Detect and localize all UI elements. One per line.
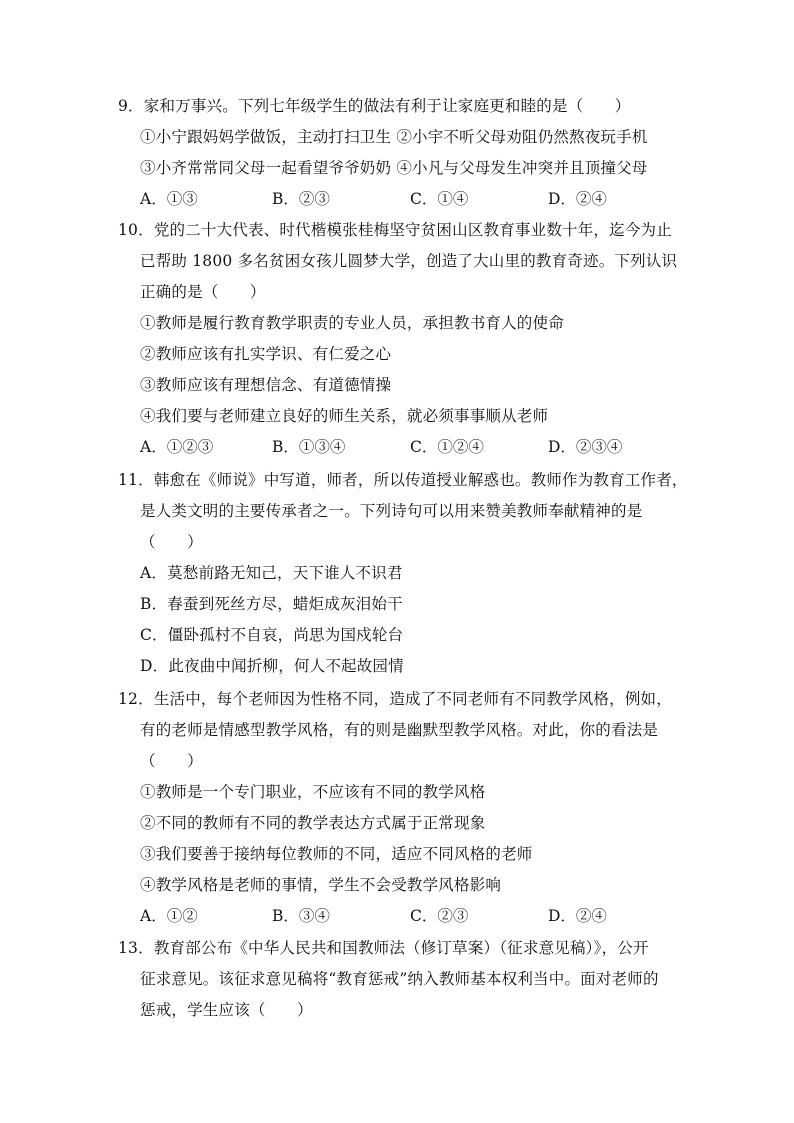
option-c[interactable]: C．②③ [410,907,469,925]
question-11-option-d[interactable]: D．此夜曲中闻折柳，何人不起故园情 [140,657,404,675]
question-12-stem-line-2: 有的老师是情感型教学风格，有的则是幽默型教学风格。对此，你的看法是 [140,721,659,739]
option-d[interactable]: D．②③④ [548,438,623,456]
option-b[interactable]: B．①③④ [272,438,346,456]
question-10-stem-line-3: 正确的是（ ） [140,283,266,301]
question-11-stem-line-1: 11．韩愈在《师说》中写道，师者，所以传道授业解惑也。教师作为教育工作者， [118,471,688,489]
question-10-statement-2: ②教师应该有扎实学识、有仁爱之心 [140,345,392,363]
question-12-statement-1: ①教师是一个专门职业，不应该有不同的教学风格 [140,783,486,801]
question-9-statement-1: ①小宁跟妈妈学做饭，主动打扫卫生 ②小宇不听父母劝阻仍然熬夜玩手机 [140,128,648,146]
question-12-statement-2: ②不同的教师有不同的教学表达方式属于正常现象 [140,814,486,832]
question-11-stem-line-2: 是人类文明的主要传承者之一。下列诗句可以用来赞美教师奉献精神的是 [140,502,643,520]
question-9-stem: 9．家和万事兴。下列七年级学生的做法有利于让家庭更和睦的是（ ） [118,97,631,115]
question-10-stem-line-2: 已帮助 1800 多名贫困女孩儿圆梦大学，创造了大山里的教育奇迹。下列认识 [140,252,678,270]
question-12-stem-line-3: （ ） [140,752,203,770]
question-11-option-a[interactable]: A．莫愁前路无知己，天下谁人不识君 [140,564,403,582]
question-11-stem-line-3: （ ） [140,533,203,551]
option-b[interactable]: B．③④ [272,907,330,925]
option-c[interactable]: C．①②④ [410,438,484,456]
question-10-stem-line-1: 10．党的二十大代表、时代楷模张桂梅坚守贫困山区教育事业数十年，迄今为止 [118,221,672,239]
question-10-statement-4: ④我们要与老师建立良好的师生关系，就必须事事顺从老师 [140,407,549,425]
question-13-stem-line-1: 13．教育部公布《中华人民共和国教师法（修订草案）（征求意见稿）》，公开 [118,939,649,957]
question-9-statement-2: ③小齐常常同父母一起看望爷爷奶奶 ④小凡与父母发生冲突并且顶撞父母 [140,159,648,177]
question-13-stem-line-2: 征求意见。该征求意见稿将“教育惩戒”纳入教师基本权利当中。面对老师的 [140,970,659,988]
question-12-statement-4: ④教学风格是老师的事情，学生不会受教学风格影响 [140,876,502,894]
question-11-option-b[interactable]: B．春蚕到死丝方尽，蜡炬成灰泪始干 [140,595,403,613]
question-12-statement-3: ③我们要善于接纳每位教师的不同，适应不同风格的老师 [140,845,533,863]
option-a[interactable]: A．①③ [140,190,198,208]
question-13-stem-line-3: 惩戒，学生应该（ ） [140,1001,313,1019]
option-b[interactable]: B．②③ [272,190,330,208]
option-d[interactable]: D．②④ [548,190,607,208]
question-12-stem-line-1: 12．生活中，每个老师因为性格不同，造成了不同老师有不同教学风格，例如， [118,690,672,708]
option-d[interactable]: D．②④ [548,907,607,925]
option-a[interactable]: A．①②③ [140,438,214,456]
question-11-option-c[interactable]: C．僵卧孤村不自哀，尚思为国戍轮台 [140,626,404,644]
option-c[interactable]: C．①④ [410,190,469,208]
question-10-statement-3: ③教师应该有理想信念、有道德情操 [140,376,392,394]
option-a[interactable]: A．①② [140,907,198,925]
question-10-statement-1: ①教师是履行教育教学职责的专业人员，承担教书育人的使命 [140,314,564,332]
